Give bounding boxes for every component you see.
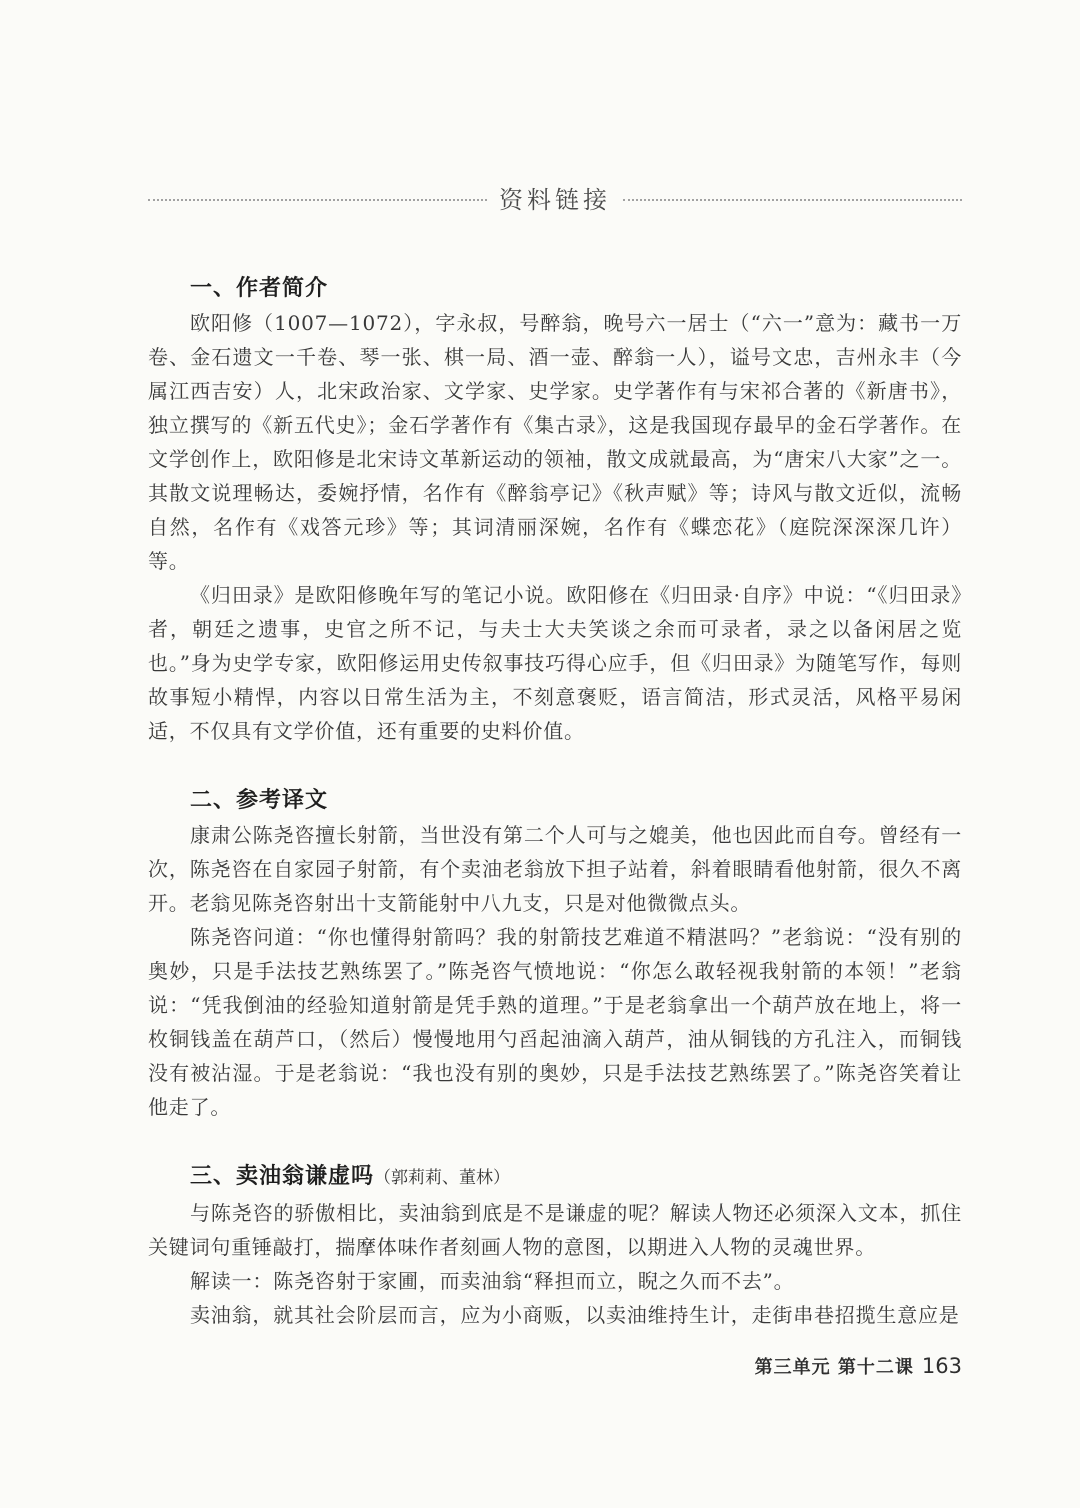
section-heading: 一、作者简介 xyxy=(190,275,329,301)
paragraph: 陈尧咨问道：“你也懂得射箭吗？我的射箭技艺难道不精湛吗？”老翁说：“没有别的奥妙，只是手法技艺熟练罢了。”陈尧咨气愤地说：“你怎么敢轻视我射箭的本领！”老翁说：“凭我倒油的经验知道射箭是凭手熟的道理。”于是老翁拿出一个葫芦放在地上，将一枚铜钱盖在葫芦口，（然后）慢慢地用勺舀起油滴入葫芦，油从铜钱的方孔注入，而铜钱没有被沾湿。于是老翁说：“我也没有别的奥妙，只是手法技艺熟练罢了。”陈尧咨笑着让他走了。 xyxy=(148,925,962,1119)
section-author-intro xyxy=(148,270,962,748)
paragraph: 《归田录》是欧阳修晚年写的笔记小说。欧阳修在《归田录·自序》中说：“《归田录》者，朝廷之遗事，史官之所不记，与夫士大夫笑谈之余而可录者，录之以备闲居之览也。”身为史学专家，欧阳修运用史传叙事技巧得心应手，但《归田录》为随笔写作，每则故事短小精悍，内容以日常生活为主，不刻意褒贬，语言简洁，形式灵活，风格平易闲适，不仅具有文学价值，还有重要的史料价值。 xyxy=(148,583,962,743)
section-heading-text: 三、卖油翁谦虚吗 xyxy=(190,1163,375,1189)
banner-title: 资料链接 xyxy=(499,186,611,214)
section-oil-seller-modesty xyxy=(148,1158,962,1332)
section-banner xyxy=(148,180,962,220)
page-footer xyxy=(755,1350,962,1382)
section-reference-translation xyxy=(148,782,962,1124)
section-heading-authors: （郭莉莉、董林） xyxy=(374,1168,511,1188)
banner-right-dotted-rule xyxy=(623,199,962,201)
page-number: 163 xyxy=(921,1354,962,1378)
banner-left-dotted-rule xyxy=(148,199,487,201)
paragraph: 康肃公陈尧咨擅长射箭，当世没有第二个人可与之媲美，他也因此而自夸。曾经有一次，陈尧咨在自家园子射箭，有个卖油老翁放下担子站着，斜着眼睛看他射箭，很久不离开。老翁见陈尧咨射出十支箭能射中八九支，只是对他微微点头。 xyxy=(148,823,962,915)
footer-unit-lesson: 第三单元 第十二课 xyxy=(754,1357,914,1378)
paragraph: 解读一：陈尧咨射于家圃，而卖油翁“释担而立，睨之久而不去”。 xyxy=(190,1269,795,1293)
paragraph: 欧阳修（1007—1072），字永叔，号醉翁，晚号六一居士（“六一”意为：藏书一万卷、金石遗文一千卷、琴一张、棋一局、酒一壶、醉翁一人），谥号文忠，吉州永丰（今属江西吉安）人，北宋政治家、文学家、史学家。史学著作有与宋祁合著的《新唐书》，独立撰写的《新五代史》；金石学著作有《集古录》，这是我国现存最早的金石学著作。在文学创作上，欧阳修是北宋诗文革新运动的领袖，散文成就最高，为“唐宋八大家”之一。其散文说理畅达，委婉抒情，名作有《醉翁亭记》《秋声赋》等；诗风与散文近似，流畅自然，名作有《戏答元珍》等；其词清丽深婉，名作有《蝶恋花》（庭院深深深几许）等。 xyxy=(148,311,962,573)
section-heading xyxy=(148,1158,962,1196)
page-content xyxy=(148,270,962,1332)
paragraph: 卖油翁，就其社会阶层而言，应为小商贩，以卖油维持生计，走街串巷招揽生意应是 xyxy=(190,1303,960,1327)
section-heading: 二、参考译文 xyxy=(190,787,329,813)
paragraph: 与陈尧咨的骄傲相比，卖油翁到底是不是谦虚的呢？解读人物还必须深入文本，抓住关键词句重锤敲打，揣摩体味作者刻画人物的意图，以期进入人物的灵魂世界。 xyxy=(148,1201,962,1259)
